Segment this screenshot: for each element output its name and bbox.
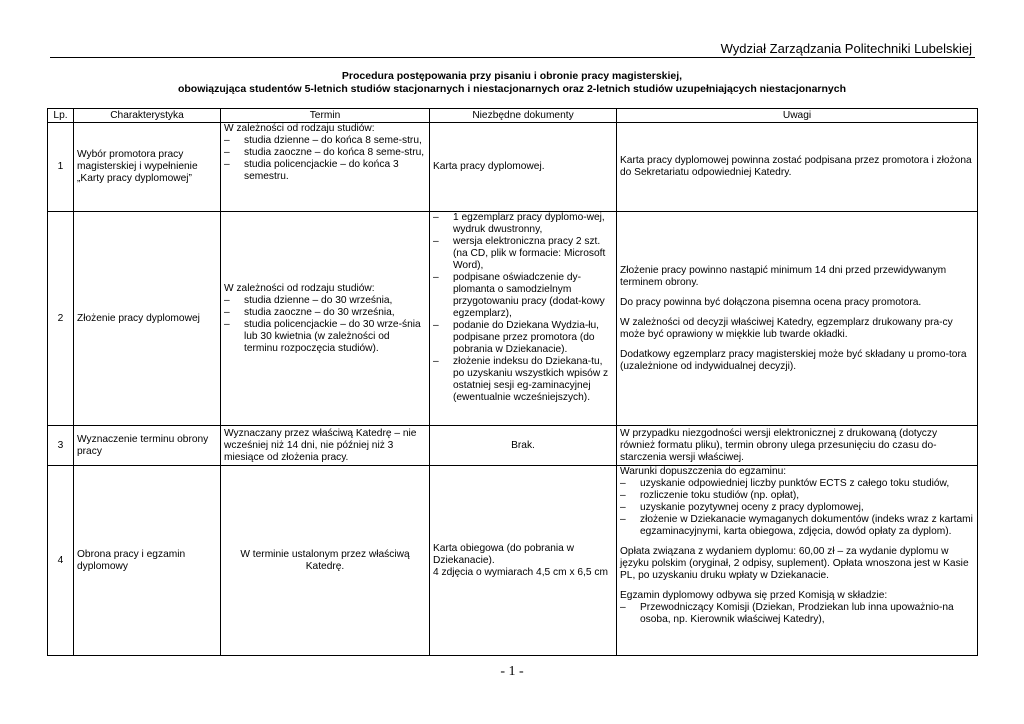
document-title-line-1: Procedura postępowania przy pisaniu i obronie pracy magisterskiej, xyxy=(341,70,683,82)
documents-line: Karta obiegowa (do pobrania w Dziekanacie). xyxy=(433,542,575,566)
row-documents xyxy=(430,212,617,426)
documents-list-item: – wersja elektroniczna pracy 2 szt. (na CD, plik w formacie: Microsoft Word), xyxy=(433,236,613,272)
documents-list-item: – podanie do Dziekana Wydzia-łu, podpisane przez promotora (do pobrania w Dziekanacie). xyxy=(433,320,613,356)
table-row xyxy=(48,212,978,426)
documents-list-item: – złożenie indeksu do Dziekana-tu, po uzyskaniu wszystkich wpisów z ostatniej sesji eg-zaminacyjnej (ewentualnie wcześniejszych). xyxy=(433,356,613,404)
notes-paragraph: Do pracy powinna być dołączona pisemna ocena pracy promotora. xyxy=(620,296,922,308)
term-list xyxy=(224,295,426,355)
table-header-row xyxy=(48,109,978,123)
row-notes xyxy=(617,212,978,426)
row-term: Wyznaczany przez właściwą Katedrę – nie wcześniej niż 14 dni, nie później niż 3 miesiące od złożenia pracy. xyxy=(221,426,430,466)
term-list-item: – studia policencjackie – do 30 wrze-śnia lub 30 kwietnia (w zależności od terminu rozpoczęcia studiów). xyxy=(224,319,426,355)
row-number: 1 xyxy=(48,123,74,212)
procedure-table xyxy=(47,108,978,656)
document-title xyxy=(0,70,1024,96)
table-row xyxy=(48,466,978,656)
table-row xyxy=(48,426,978,466)
term-list-item: – studia policencjackie – do końca 3 semestru. xyxy=(224,159,426,183)
row-documents xyxy=(430,466,617,656)
term-list-item: – studia zaoczne – do końca 8 seme-stru, xyxy=(224,147,426,159)
term-intro: W zależności od rodzaju studiów: xyxy=(224,282,375,294)
column-header-characteristic: Charakterystyka xyxy=(74,109,221,123)
row-notes: Karta pracy dyplomowej powinna zostać podpisana przez promotora i złożona do Sekretariatu odpowiedniej Katedry. xyxy=(617,123,978,212)
row-term: W terminie ustalonym przez właściwą Katedrę. xyxy=(221,466,430,656)
row-term xyxy=(221,212,430,426)
header-divider xyxy=(50,57,975,58)
notes-paragraph: Dodatkowy egzemplarz pracy magisterskiej może być składany u promo-tora (uzależnione od indywidualnej decyzji). xyxy=(620,348,967,372)
term-intro: W zależności od rodzaju studiów: xyxy=(224,123,375,134)
row-characteristic: Złożenie pracy dyplomowej xyxy=(74,212,221,426)
term-list-item: – studia zaoczne – do 30 września, xyxy=(224,307,426,319)
notes-committee-list xyxy=(620,602,974,626)
row-documents: Brak. xyxy=(430,426,617,466)
term-list-item: – studia dzienne – do końca 8 seme-stru, xyxy=(224,135,426,147)
notes-conditions-list xyxy=(620,478,974,538)
column-header-lp: Lp. xyxy=(48,109,74,123)
row-characteristic: Wybór promotora pracy magisterskiej i wypełnienie „Karty pracy dyplomowej” xyxy=(74,123,221,212)
row-number: 4 xyxy=(48,466,74,656)
row-characteristic: Obrona pracy i egzamin dyplomowy xyxy=(74,466,221,656)
notes-list-item: – uzyskanie pozytywnej oceny z pracy dyplomowej, xyxy=(620,502,974,514)
notes-list-item: – rozliczenie toku studiów (np. opłat), xyxy=(620,490,974,502)
notes-paragraph: Złożenie pracy powinno nastąpić minimum 14 dni przed przewidywanym terminem obrony. xyxy=(620,264,947,288)
term-list xyxy=(224,135,426,183)
documents-list xyxy=(433,212,613,404)
column-header-term: Termin xyxy=(221,109,430,123)
header-institution: Wydział Zarządzania Politechniki Lubelskiej xyxy=(720,41,972,56)
row-term xyxy=(221,123,430,212)
notes-list-item: – uzyskanie odpowiedniej liczby punktów ECTS z całego toku studiów, xyxy=(620,478,974,490)
notes-paragraph: W zależności od decyzji właściwej Katedry, egzemplarz drukowany pra-cy może być oprawiony w miękkie lub twarde okładki. xyxy=(620,316,953,340)
column-header-documents: Niezbędne dokumenty xyxy=(430,109,617,123)
term-list-item: – studia dzienne – do 30 września, xyxy=(224,295,426,307)
page-number: - 1 - xyxy=(500,664,524,679)
notes-committee-intro: Egzamin dyplomowy odbywa się przed Komisją w składzie: xyxy=(620,590,888,601)
row-documents: Karta pracy dyplomowej. xyxy=(430,123,617,212)
table-row xyxy=(48,123,978,212)
row-notes xyxy=(617,466,978,656)
documents-list-item: – podpisane oświadczenie dy-plomanta o samodzielnym przygotowaniu pracy (dodat-kowy egzemplarz), xyxy=(433,272,613,320)
row-notes: W przypadku niezgodności wersji elektronicznej z drukowaną (dotyczy również formatu pliku), termin obrony ulega przesunięciu do czasu do-starczenia wersji właściwej. xyxy=(617,426,978,466)
notes-fee: Opłata związana z wydaniem dyplomu: 60,00 zł – za wydanie dyplomu w języku polskim (oryginał, 2 odpisy, suplement). Opłata wnoszona jest w Kasie PL, po uzyskaniu druku wpłaty w Dziekanacie. xyxy=(620,546,969,581)
document-title-line-2: obowiązująca studentów 5-letnich studiów stacjonarnych i niestacjonarnych oraz 2-letnich studiów uzupełniających niestacjonarnych xyxy=(177,83,847,95)
documents-line: 4 zdjęcia o wymiarach 4,5 cm x 6,5 cm xyxy=(433,566,608,578)
notes-intro: Warunki dopuszczenia do egzaminu: xyxy=(620,466,787,477)
documents-list-item: – 1 egzemplarz pracy dyplomo-wej, wydruk dwustronny, xyxy=(433,212,613,236)
column-header-notes: Uwagi xyxy=(617,109,978,123)
row-number: 3 xyxy=(48,426,74,466)
row-number: 2 xyxy=(48,212,74,426)
notes-list-item: – Przewodniczący Komisji (Dziekan, Prodziekan lub inna upoważnio-na osoba, np. Kierownik właściwej Katedry), xyxy=(620,602,974,626)
row-characteristic: Wyznaczenie terminu obrony pracy xyxy=(74,426,221,466)
notes-list-item: – złożenie w Dziekanacie wymaganych dokumentów (indeks wraz z kartami egzaminacyjnymi, karta obiegowa, zdjęcia, dowód opłaty za dyplom). xyxy=(620,514,974,538)
